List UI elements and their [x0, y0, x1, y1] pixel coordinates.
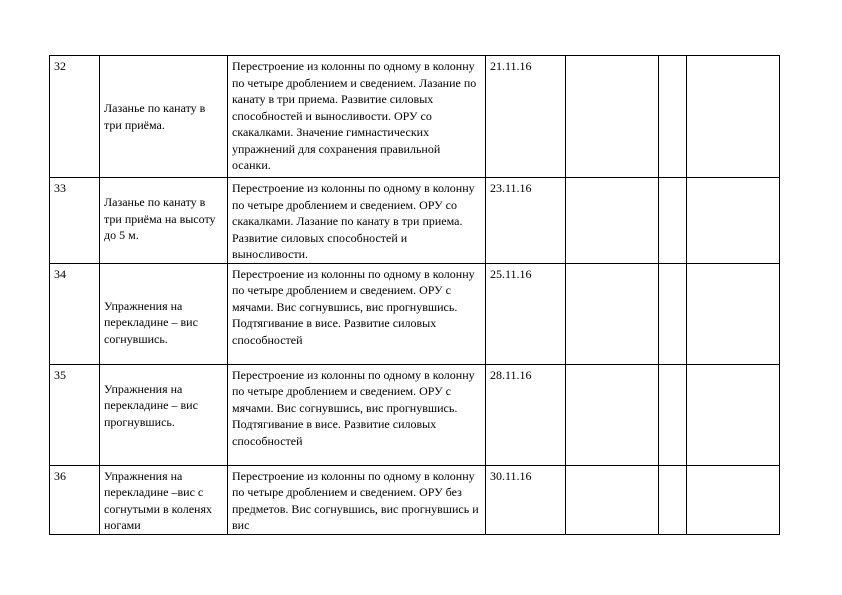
- empty-cell: [687, 263, 780, 364]
- lesson-topic-text: Упражнения на перекладине – вис согнувшись.: [104, 298, 198, 346]
- table-row: [50, 465, 780, 534]
- lesson-date: 30.11.16: [486, 465, 566, 534]
- empty-cell: [566, 178, 659, 264]
- lesson-description: Перестроение из колонны по одному в колонну по четыре дроблением и сведением. ОРУ с мячами. Вис согнувшись, вис прогнувшись. Подтягивание в висе. Развитие силовых способностей: [228, 263, 486, 364]
- empty-cell: [687, 465, 780, 534]
- lesson-description: Перестроение из колонны по одному в колонну по четыре дроблением и сведением. Лазание по канату в три приема. Развитие силовых способностей и выносливости. ОРУ со скакалками. Значение гимнастических упражнений для сохранения правильной осанки.: [228, 56, 486, 178]
- lesson-description: Перестроение из колонны по одному в колонну по четыре дроблением и сведением. ОРУ с мячами. Вис согнувшись, вис прогнувшись. Подтягивание в висе. Развитие силовых способностей: [228, 364, 486, 465]
- empty-cell: [687, 56, 780, 178]
- empty-cell: [687, 178, 780, 264]
- lesson-date: 25.11.16: [486, 263, 566, 364]
- empty-cell: [659, 364, 687, 465]
- lesson-number: 35: [50, 364, 100, 465]
- lesson-topic: [100, 178, 228, 264]
- lesson-number: 36: [50, 465, 100, 534]
- empty-cell: [566, 364, 659, 465]
- lesson-description: Перестроение из колонны по одному в колонну по четыре дроблением и сведением. ОРУ со скакалками. Лазание по канату в три приема. Развитие силовых способностей и выносливости.: [228, 178, 486, 264]
- empty-cell: [659, 263, 687, 364]
- lesson-description: Перестроение из колонны по одному в колонну по четыре дроблением и сведением. ОРУ без предметов. Вис согнувшись, вис прогнувшись и вис: [228, 465, 486, 534]
- lesson-topic: [100, 263, 228, 364]
- empty-cell: [566, 263, 659, 364]
- empty-cell: [659, 178, 687, 264]
- table-row: [50, 364, 780, 465]
- empty-cell: [659, 56, 687, 178]
- lesson-topic-text: Лазанье по канату в три приёма.: [104, 101, 206, 132]
- lesson-number: 32: [50, 56, 100, 178]
- empty-cell: [566, 465, 659, 534]
- table-row: [50, 263, 780, 364]
- lesson-number: 34: [50, 263, 100, 364]
- lesson-date: 23.11.16: [486, 178, 566, 264]
- empty-cell: [659, 465, 687, 534]
- table-row: [50, 178, 780, 264]
- lesson-date: 28.11.16: [486, 364, 566, 465]
- lesson-topic: [100, 364, 228, 465]
- lesson-topic: [100, 465, 228, 534]
- lesson-number: 33: [50, 178, 100, 264]
- lesson-topic-text: Упражнения на перекладине – вис прогнувшись.: [104, 381, 198, 429]
- lesson-plan-table: [49, 55, 780, 535]
- lesson-topic: [100, 56, 228, 178]
- lesson-date: 21.11.16: [486, 56, 566, 178]
- empty-cell: [687, 364, 780, 465]
- empty-cell: [566, 56, 659, 178]
- table-row: [50, 56, 780, 178]
- lesson-topic-text: Упражнения на перекладине –вис с согнутыми в коленях ногами: [104, 468, 212, 532]
- lesson-topic-text: Лазанье по канату в три приёма на высоту до 5 м.: [104, 195, 216, 242]
